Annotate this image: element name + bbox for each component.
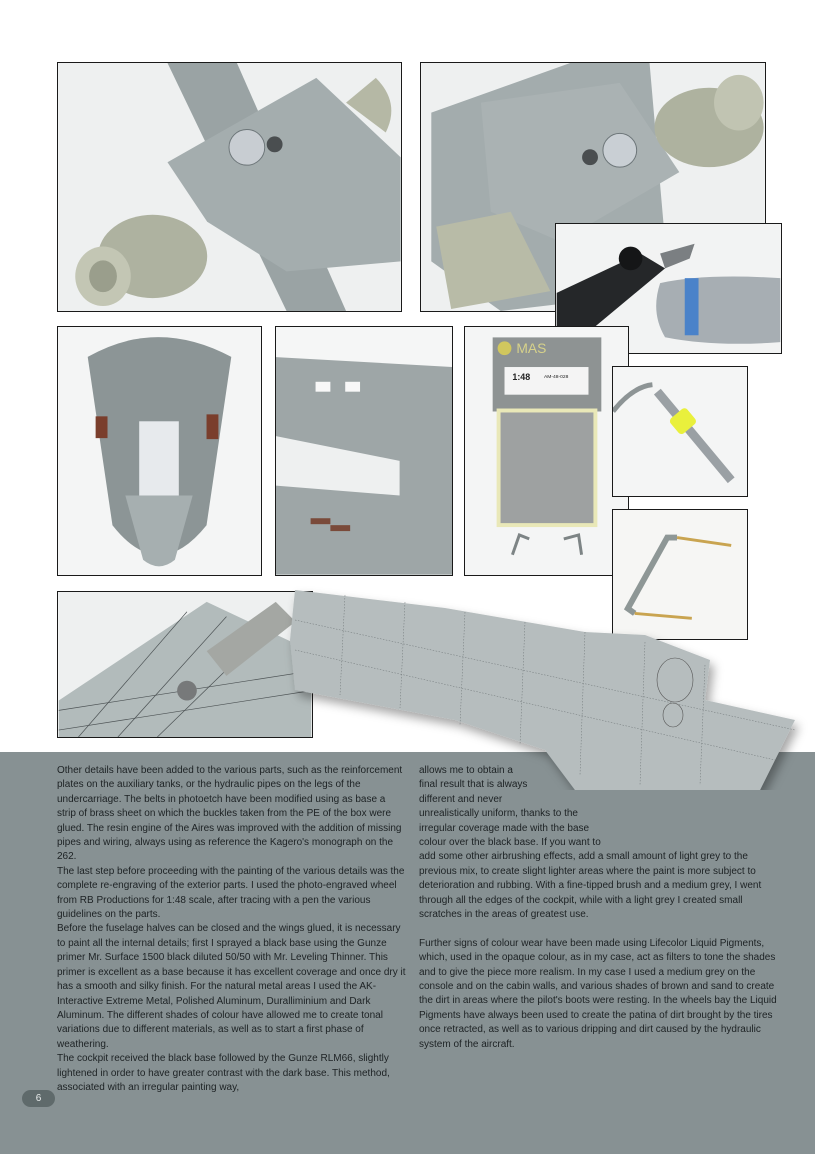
paragraph-airbrushing: add some other airbrushing effects, add a small amount of light grey to the previous mix, to create slight lighter areas where the paint is more subject to deterioration and rubbing. With a fine-tipped brush and a medium grey, I went through all the edges of the cockpit, while with a light grey I created small scratches in the areas of greatest use.	[419, 851, 762, 921]
photo-nose-interior	[57, 326, 262, 576]
page-number-badge: 6	[22, 1090, 55, 1107]
photo-wing-engine-left	[57, 62, 402, 312]
narrow-line: final result that is always	[419, 779, 528, 791]
paragraph-details: Other details have been added to the various parts, such as the reinforcement plates on the auxiliary tanks, or the hydraulic pipes on the legs of the undercarriage. The belts in photoetch have been modified using as base a strip of brass sheet on which the buckles taken from the PE of the box were glued. The resin engine of the Aires was improved with the addition of missing pipes and wiring, always using as reference the Kagero's monograph on the 262.	[57, 765, 403, 863]
paragraph-internal-painting: Before the fuselage halves can be closed and the wings glued, it is necessary to paint all the internal details; first I sprayed a black base using the Gunze primer Mr. Surface 1500 black diluted 50/50 with Mr. Leveling Thinner. This primer is excellent as a base because it has excellent coverage and once dry it has a smooth and silky finish. For the natural metal areas I used the AK-Interactive Extreme Metal, Polished Aluminum, Duralliminium and Dark Aluminum. The different shades of colour have allowed me to create tonal variations due to different materials, as well as to start a first phase of weathering.	[57, 923, 406, 1050]
drill-bit-image	[613, 367, 747, 496]
narrow-line: unrealistically uniform, thanks to the	[419, 808, 578, 820]
paragraph-gap	[419, 922, 779, 936]
wing-engine-image	[58, 63, 401, 311]
narrow-line: different and never	[419, 793, 503, 805]
paragraph-cockpit-base: The cockpit received the black base followed by the Gunze RLM66, slightly lightened in order to have greater contrast with the dark base. This method, associated with an irregular painting way,	[57, 1053, 390, 1093]
nose-interior-image	[58, 327, 261, 575]
photo-drill-bit	[612, 366, 748, 497]
master-package-image	[465, 327, 628, 575]
paragraph-liquid-pigments: Further signs of colour wear have been made using Lifecolor Liquid Pigments, which, used in the opaque colour, as in my case, act as filters to tone the shades and to give the piece more realism. In my case I used a medium grey on the console and on the cabin walls, and various shades of brown and sand to create the dirt in areas where the pilot's boots were resting. In the wheels bay the Liquid Pigments have always been used to create the patina of dirt brought by the tires once retracted, as well as to various dripping and dirt caused by the hydraulic system of the aircraft.	[419, 937, 777, 1050]
photo-master-package	[464, 326, 629, 576]
article-column-right	[419, 764, 779, 1052]
paragraph-re-engraving: The last step before proceeding with the painting of the various details was the complete re-engraving of the exterior parts. I used the photo-engraved wheel from RB Productions for 1:48 scale, after tracing with a pen the various guidelines on the parts.	[57, 865, 405, 921]
svg-text:MAS: MAS	[516, 340, 547, 357]
svg-text:AM-48-028: AM-48-028	[544, 374, 569, 380]
svg-text:1:48: 1:48	[512, 371, 531, 382]
fuselage-side-image	[276, 327, 452, 575]
narrow-line: colour over the black base. If you want to	[419, 837, 601, 849]
article-column-left	[57, 764, 407, 1095]
narrow-line: allows me to obtain a	[419, 765, 513, 776]
narrow-line: irregular coverage made with the base	[419, 822, 590, 834]
wing-cutout-image	[255, 580, 815, 790]
photo-fuselage-side	[275, 326, 453, 576]
